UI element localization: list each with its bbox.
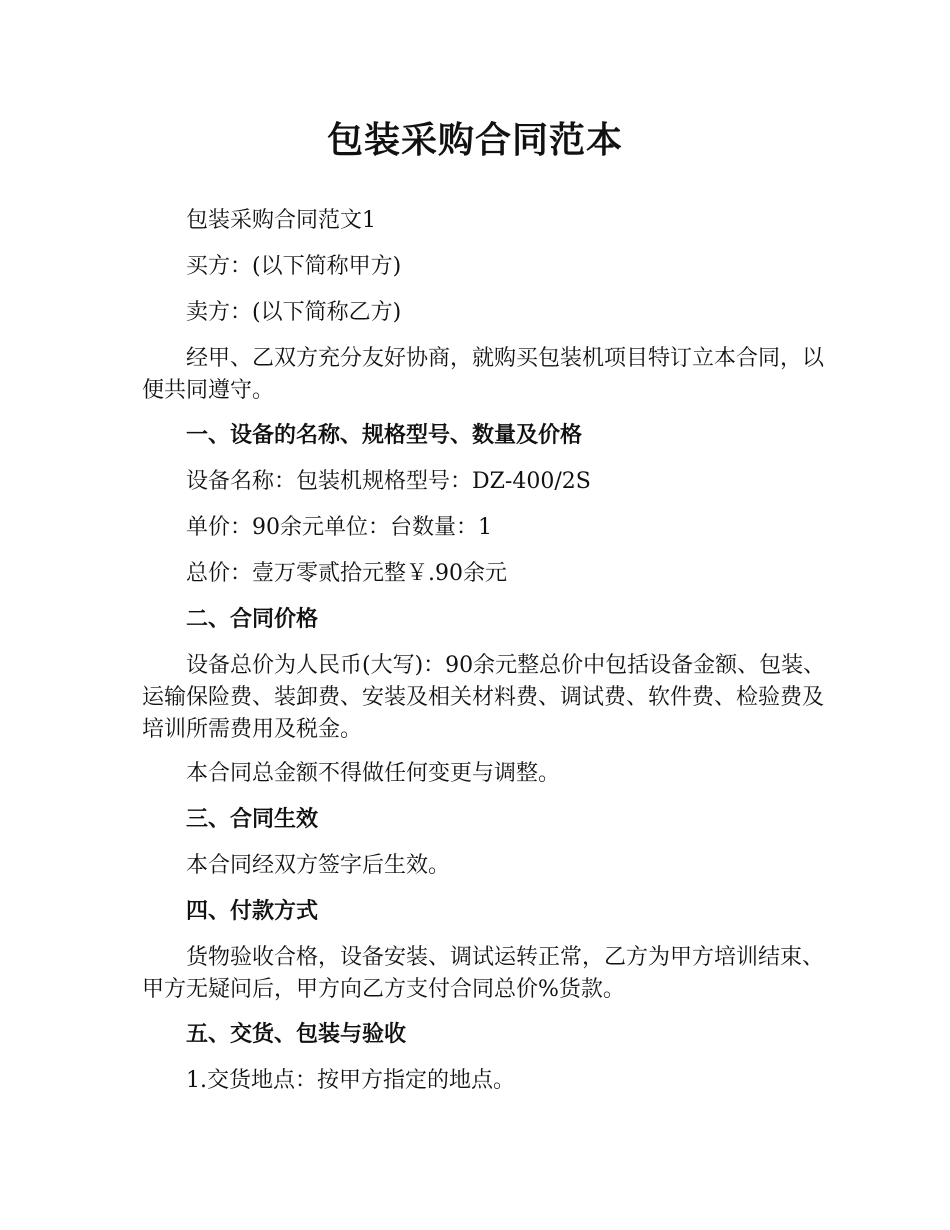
paragraph-payment: 货物验收合格，设备安装、调试运转正常，乙方为甲方培训结束、甲方无疑问后，甲方向乙方支付合同总价%货款。 [142,945,825,1002]
section-heading-payment: 四、付款方式 [186,899,319,924]
paragraph-price-details: 设备总价为人民币(大写)：90余元整总价中包括设备金额、包装、运输保险费、装卸费、安装及相关材料费、调试费、软件费、检验费及培训所需费用及税金。 [142,653,826,742]
paragraph-effective: 本合同经双方签字后生效。 [186,853,451,878]
paragraph-delivery-location: 1.交货地点：按甲方指定的地点。 [186,1068,515,1093]
paragraph-intro: 经甲、乙双方充分友好协商，就购买包装机项目特订立本合同，以便共同遵守。 [142,346,825,403]
section-heading-contract-price: 二、合同价格 [186,607,319,632]
document-title: 包装采购合同范本 [326,120,623,161]
paragraph-no-change: 本合同总金额不得做任何变更与调整。 [186,761,561,786]
paragraph-heading-sample: 包装采购合同范文1 [186,208,376,233]
paragraph-equipment-name: 设备名称：包装机规格型号：DZ-400/2S [186,469,591,494]
paragraph-buyer: 买方：(以下简称甲方) [186,254,402,279]
section-heading-effective: 三、合同生效 [186,807,319,832]
paragraph-seller: 卖方：(以下简称乙方) [186,300,402,325]
paragraph-unit-price: 单价：90余元单位：台数量：1 [186,515,492,540]
paragraph-total-price: 总价：壹万零贰拾元整￥.90余元 [186,561,507,586]
section-heading-equipment: 一、设备的名称、规格型号、数量及价格 [186,423,583,448]
section-heading-delivery: 五、交货、包装与验收 [186,1022,407,1047]
